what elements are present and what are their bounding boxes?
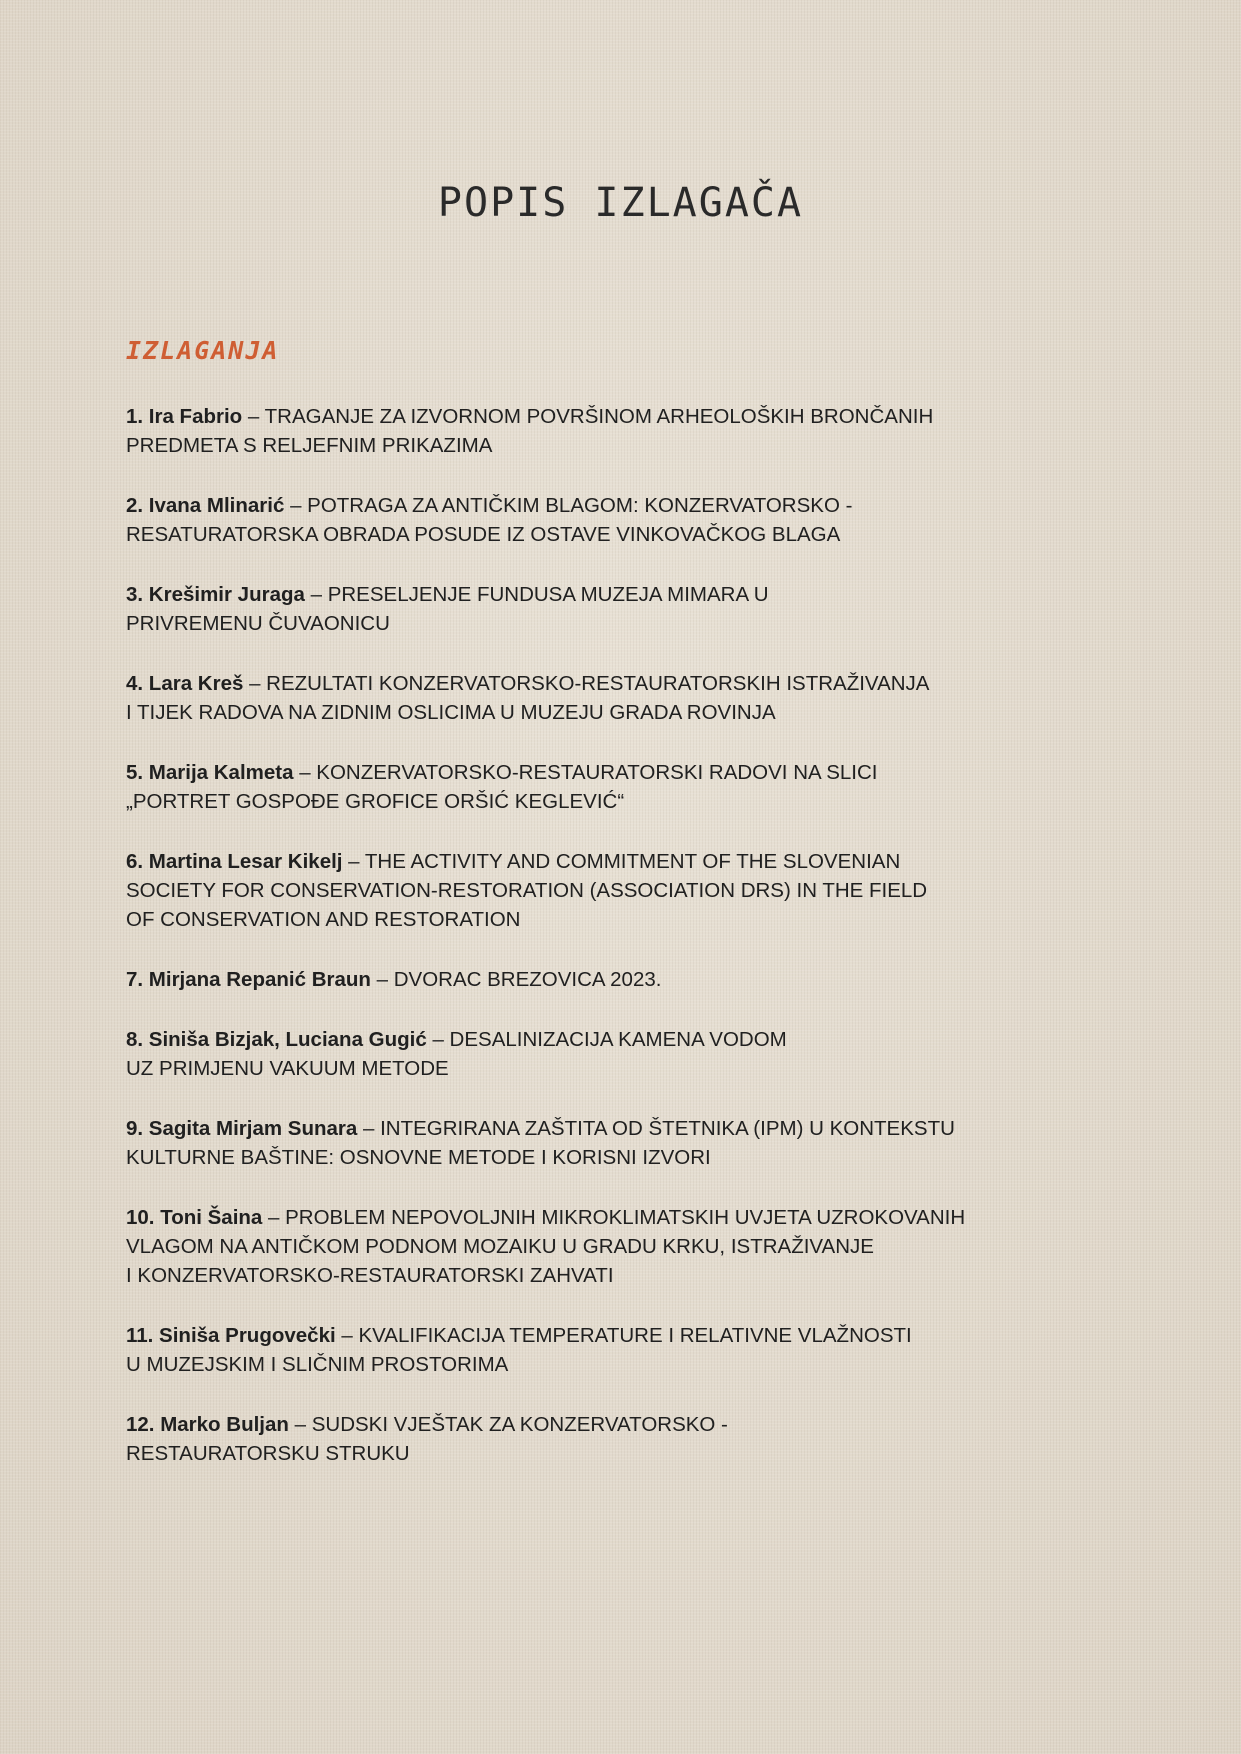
entry-author: 8. Siniša Bizjak, Luciana Gugić	[126, 1028, 427, 1051]
entry-first-line	[126, 847, 1126, 876]
entry-title-line-1: – DESALINIZACIJA KAMENA VODOM	[426, 1028, 787, 1051]
list-item	[126, 1410, 1126, 1468]
entry-first-line	[126, 669, 1126, 698]
list-item	[126, 758, 1126, 816]
entry-first-line	[126, 1410, 1126, 1439]
list-item	[126, 847, 1126, 934]
entry-title-line-2: U MUZEJSKIM I SLIČNIM PROSTORIMA	[126, 1353, 509, 1376]
list-item	[126, 1025, 1126, 1083]
entry-title-line-1: – PRESELJENJE FUNDUSA MUZEJA MIMARA U	[304, 583, 769, 606]
section-heading: IZLAGANJA	[126, 336, 280, 365]
entry-title-line-2: VLAGOM NA ANTIČKOM PODNOM MOZAIKU U GRADU KRKU, ISTRAŽIVANJE	[126, 1235, 874, 1258]
entry-title-line-2: KULTURNE BAŠTINE: OSNOVNE METODE I KORISNI IZVORI	[126, 1146, 711, 1169]
entry-author: 6. Martina Lesar Kikelj	[126, 850, 343, 873]
entry-title-line-1: – REZULTATI KONZERVATORSKO-RESTAURATORSKIH ISTRAŽIVANJA	[243, 672, 930, 695]
entry-first-line	[126, 580, 1126, 609]
list-item	[126, 402, 1126, 460]
entry-title-line-1: – THE ACTIVITY AND COMMITMENT OF THE SLOVENIAN	[342, 850, 901, 873]
entry-title-line-2: PREDMETA S RELJEFNIM PRIKAZIMA	[126, 434, 493, 457]
entry-author: 4. Lara Kreš	[126, 672, 244, 695]
entry-title-line-1: – SUDSKI VJEŠTAK ZA KONZERVATORSKO -	[288, 1413, 728, 1436]
entry-author: 5. Marija Kalmeta	[126, 761, 294, 784]
list-item	[126, 669, 1126, 727]
entry-title-line-1: – TRAGANJE ZA IZVORNOM POVRŠINOM ARHEOLOŠKIH BRONČANIH	[242, 405, 934, 428]
entry-first-line	[126, 1203, 1126, 1232]
entry-title-line-3: I KONZERVATORSKO-RESTAURATORSKI ZAHVATI	[126, 1264, 614, 1287]
entry-title-line-2: RESATURATORSKA OBRADA POSUDE IZ OSTAVE VINKOVAČKOG BLAGA	[126, 523, 841, 546]
list-item	[126, 965, 1126, 994]
entry-title-line-1: – PROBLEM NEPOVOLJNIH MIKROKLIMATSKIH UVJETA UZROKOVANIH	[262, 1206, 966, 1229]
entry-first-line	[126, 1114, 1126, 1143]
entry-title-line-2: UZ PRIMJENU VAKUUM METODE	[126, 1057, 449, 1080]
entry-first-line	[126, 1321, 1126, 1350]
entry-author: 3. Krešimir Juraga	[126, 583, 305, 606]
entry-title-line-2: RESTAURATORSKU STRUKU	[126, 1442, 410, 1465]
entry-title-line-2: I TIJEK RADOVA NA ZIDNIM OSLICIMA U MUZEJU GRADA ROVINJA	[126, 701, 776, 724]
entry-first-line	[126, 758, 1126, 787]
entry-first-line	[126, 1025, 1126, 1054]
entry-title-line-1: – KONZERVATORSKO-RESTAURATORSKI RADOVI NA SLICI	[293, 761, 878, 784]
entry-author: 7. Mirjana Repanić Braun	[126, 968, 371, 991]
entry-title-line-1: – POTRAGA ZA ANTIČKIM BLAGOM: KONZERVATORSKO -	[284, 494, 853, 517]
entry-author: 10. Toni Šaina	[126, 1206, 263, 1229]
list-item	[126, 580, 1126, 638]
list-item	[126, 1114, 1126, 1172]
entry-first-line	[126, 402, 1126, 431]
list-item	[126, 491, 1126, 549]
entry-author: 12. Marko Buljan	[126, 1413, 289, 1436]
entry-title-line-2: SOCIETY FOR CONSERVATION-RESTORATION (ASSOCIATION DRS) IN THE FIELD	[126, 879, 928, 902]
list-item	[126, 1203, 1126, 1290]
entry-title-line-1: – INTEGRIRANA ZAŠTITA OD ŠTETNIKA (IPM) U KONTEKSTU	[357, 1117, 955, 1140]
entry-title-line-2: PRIVREMENU ČUVAONICU	[126, 612, 390, 635]
entry-title-line-1: – KVALIFIKACIJA TEMPERATURE I RELATIVNE VLAŽNOSTI	[335, 1324, 912, 1347]
entry-first-line	[126, 491, 1126, 520]
entry-title-line-3: OF CONSERVATION AND RESTORATION	[126, 908, 521, 931]
exhibitor-list	[126, 402, 1126, 1499]
entry-title-line-1: – DVORAC BREZOVICA 2023.	[370, 968, 662, 991]
list-item	[126, 1321, 1126, 1379]
entry-author: 11. Siniša Prugovečki	[126, 1324, 336, 1347]
entry-author: 1. Ira Fabrio	[126, 405, 243, 428]
entry-author: 2. Ivana Mlinarić	[126, 494, 285, 517]
page-title: POPIS IZLAGAČA	[437, 180, 804, 226]
entry-first-line	[126, 965, 1126, 994]
entry-title-line-2: „PORTRET GOSPOĐE GROFICE ORŠIĆ KEGLEVIĆ“	[126, 790, 625, 813]
entry-author: 9. Sagita Mirjam Sunara	[126, 1117, 358, 1140]
